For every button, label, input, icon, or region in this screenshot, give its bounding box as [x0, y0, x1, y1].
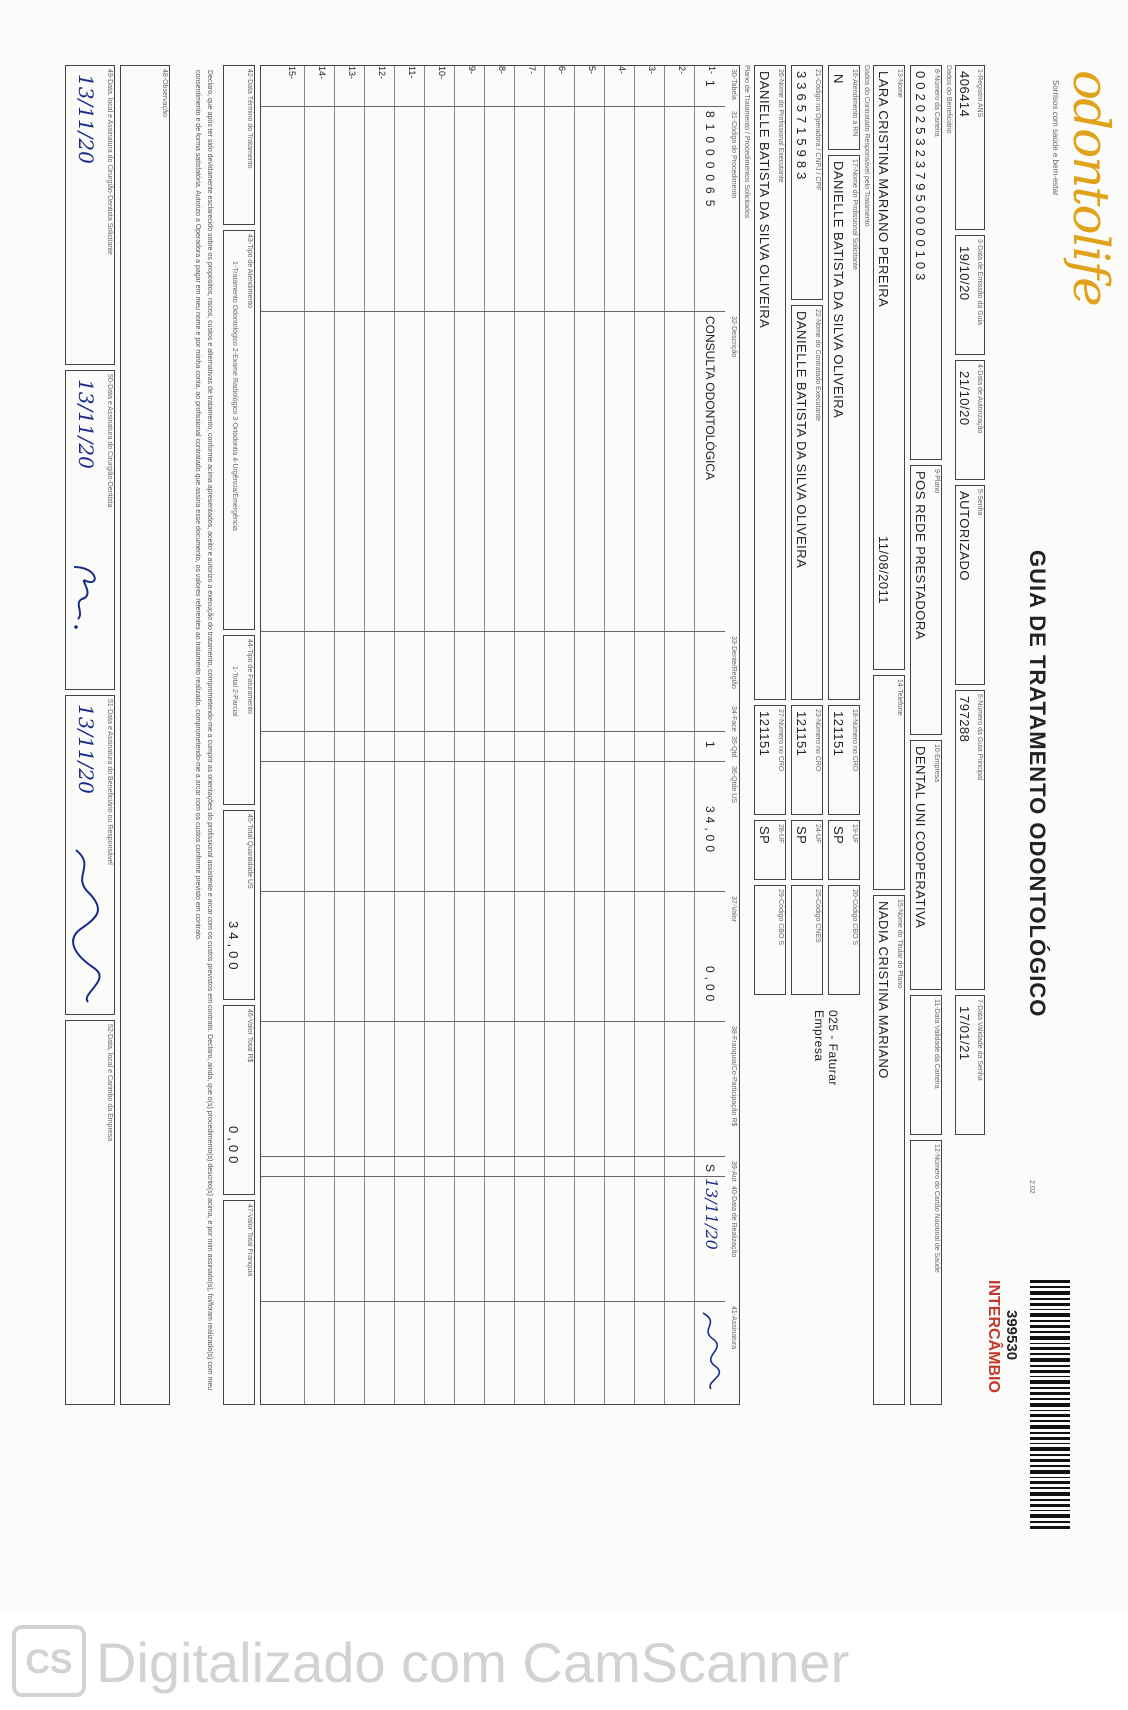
executor-contracted-name: DANIELLE BATISTA DA SILVA OLIVEIRA — [794, 311, 809, 569]
ans-box: 1-Registro ANS 406414 — [955, 65, 985, 230]
total-value-box: 46-Valor Total R$ 0,00 — [223, 1005, 255, 1195]
executor-box: 26-Nome do Profissional Executante DANIELLE BATISTA DA SILVA OLIVEIRA — [754, 65, 786, 700]
ans-value: 406414 — [957, 71, 972, 118]
signature-company-box: 52-Data, local e Carimbo da Empresa — [65, 1020, 115, 1405]
uf2-value: SP — [794, 826, 809, 845]
beneficiary-signature-icon — [68, 846, 106, 1006]
signature-beneficiary-box: 51-Data e Assinatura do Beneficiário ou Responsável 13/11/20 — [65, 695, 115, 1015]
cro2-value: 121151 — [794, 711, 809, 757]
billing-box: 44-Tipo de Faturamento 1-Total 2-Parcial — [223, 635, 255, 805]
table-row: 12- — [364, 66, 395, 1404]
notes-box: 48-Observação — [120, 65, 170, 1405]
total-value: 0,00 — [226, 1126, 241, 1168]
intercambio-stamp: INTERCÂMBIO — [985, 1280, 1002, 1393]
attendance-box: 43-Tipo de Atendimento 1-Tratamento Odontológico 2-Exame Radiológico 3-Ortodontia 4-Urgência/Emergência — [223, 230, 255, 630]
cnes-box: 25-Código CNES — [791, 885, 823, 995]
beneficiary-sign-date: 13/11/20 — [74, 704, 98, 794]
requester-name: DANIELLE BATISTA DA SILVA OLIVEIRA — [831, 161, 846, 419]
uf1-box: 19-UF SP — [828, 820, 860, 880]
procedures-table: 30-Tabela 31-Código do Procedimento 32-Descrição 33-Dente/Região 34-Face 35-Qtd 36-Qtde US 37-Valor 38-Franquia/Co-Participação R$ 39-Aut 40-Data de Realização 41-Assinatura 1- 1 81000065 CONSULTA ODONTOLÓGICA 1 34,00 0,00 S 13/11/20 2- 3- 4- 5- 6- 7- 8- 9- 10- 11- 12- 13- 14- 15- — [260, 65, 740, 1405]
rotated-form — [20, 30, 1120, 1590]
plan-box: 9-Plano POS REDE PRESTADORA — [910, 465, 942, 735]
signature-dentist-box: 50-Data e Assinatura do Cirurgião-Dentista 13/11/20 — [65, 370, 115, 690]
beneficiary-name: LARA CRISTINA MARIANO PEREIRA — [876, 71, 891, 308]
total-us: 34,00 — [226, 921, 241, 974]
row1-signature-icon — [697, 1311, 723, 1391]
uf1-value: SP — [831, 826, 846, 845]
table-row: 11- — [394, 66, 425, 1404]
rn-value: N — [831, 74, 846, 84]
password-value: AUTORIZADO — [957, 491, 972, 581]
dentist-sign-date: 13/11/20 — [74, 379, 98, 469]
holder-box: 15-Nome do Titular do Plano NADIA CRISTINA MARIANO — [873, 895, 905, 1405]
procedures-section: Plano de Tratamento / Procedimentos Solicitados — [743, 65, 750, 219]
table-row: 14- — [304, 66, 335, 1404]
requester-sign-date: 13/11/20 — [74, 74, 98, 164]
barcode-icon — [1030, 1280, 1070, 1530]
row1-qty: 1 — [703, 741, 717, 748]
password-validity-box: 7-Data Validade da Senha 17/01/21 — [955, 995, 985, 1135]
birth-date: 11/08/2011 — [876, 536, 891, 605]
table-row: 5- — [574, 66, 605, 1404]
beneficiary-section: Dados do Beneficiário — [945, 65, 952, 134]
table-row: 2- — [664, 66, 695, 1404]
declaration-text: Declaro, que após ter sido devidamente esclarecido sobre os propósitos, riscos, custos e alternativas de tratamento, conforme acima apresentados, aceito e autorizo a execução do tratamento, comprometendo-me a cumprir as orientações do profissional assistente e arcar com os custos previstos em contrato. Declaro, ainda, que o(s) procedimento(s) descrito(s) acima, e por mim assinado(s), foi/foram realizado(s) com meu consentimento e de forma satisfatória. Autorizo a Operadora a pagar em meu nome e por minha conta, ao profissional contratado que assina esse documento, os valores referentes ao tratamento realizado, comprometendo-me a arcar com os custos conforme previsto em contrato. — [194, 70, 213, 1391]
signature-requester-box: 49-Data, local e Assinatura do Cirurgião-Dentista Solicitante 13/11/20 — [65, 65, 115, 365]
executor-name: DANIELLE BATISTA DA SILVA OLIVEIRA — [757, 71, 772, 329]
main-guide: 797288 — [957, 696, 972, 743]
cro3-value: 121151 — [757, 711, 772, 757]
name-box: 13-Nome LARA CRISTINA MARIANO PEREIRA 11/08/2011 — [873, 65, 905, 670]
main-guide-box: 6-Número da Guia Principal 797288 — [955, 690, 985, 990]
phone-box: 14-Telefone — [873, 675, 905, 890]
cns-box: 12-Número do Cartão Nacional de Saúde — [910, 1140, 942, 1405]
company-value: DENTAL UNI COOPERATIVA — [913, 746, 928, 929]
card-box: 8-Número da Carteira 0020253237950000103 — [910, 65, 942, 460]
row1-table: 1 — [703, 80, 717, 87]
row1-value: 0,00 — [703, 966, 717, 1006]
requester-box: 17-Nome do Profissional Solicitante DANIELLE BATISTA DA SILVA OLIVEIRA — [828, 155, 860, 700]
camscanner-watermark: Digitalizado com CamScanner — [96, 1631, 850, 1694]
executor-contracted-box: 22-Nome do Contratado Executante DANIELLE BATISTA DA SILVA OLIVEIRA — [791, 305, 823, 700]
row1-auth: S — [703, 1164, 717, 1173]
uf3-value: SP — [757, 826, 772, 845]
cro1-value: 121151 — [831, 711, 846, 757]
auth-date: 21/10/20 — [957, 371, 972, 426]
cro2-box: 23-Número no CRO 121151 — [791, 705, 823, 815]
cbos3-box: 29-Código CBO S — [754, 885, 786, 995]
camscanner-logo: CS — [12, 1625, 86, 1697]
row1-code: 81000065 — [703, 111, 717, 213]
form-version: 2.02 — [1028, 1180, 1035, 1194]
page-title: GUIA DE TRATAMENTO ODONTOLÓGICO — [1025, 550, 1050, 1018]
uf3-box: 28-UF SP — [754, 820, 786, 880]
table-row: 4- — [604, 66, 635, 1404]
operator-code-box: 21-Código na Operadora / CNPJ / CPF 3365715983 — [791, 65, 823, 300]
total-us-box: 45-Total Quantidade US 34,00 — [223, 810, 255, 1000]
table-row: 7- — [514, 66, 545, 1404]
row1-description: CONSULTA ODONTOLÓGICA — [703, 316, 717, 481]
table-row: 1- 1 81000065 CONSULTA ODONTOLÓGICA 1 34,00 0,00 S 13/11/20 — [694, 66, 725, 1404]
dentist-signature-icon — [68, 561, 104, 651]
row1-date: 13/11/20 — [702, 1178, 721, 1250]
uf2-box: 24-UF SP — [791, 820, 823, 880]
issue-date: 19/10/20 — [957, 246, 972, 301]
guide-number: 399530 — [1003, 1310, 1020, 1361]
issue-date-box: 3-Data de Emissão da Guia 19/10/20 — [955, 235, 985, 355]
end-date-box: 42-Data Término do Tratamento — [223, 65, 255, 225]
operator-code: 3365715983 — [794, 71, 809, 184]
table-row: 8- — [484, 66, 515, 1404]
auth-date-box: 4-Data de Autorização 21/10/20 — [955, 360, 985, 480]
logo-tagline: Sorrisos com saúde e bem-estar — [1051, 80, 1060, 196]
cro1-box: 18-Número no CRO 121151 — [828, 705, 860, 815]
table-row: 15- — [287, 66, 297, 80]
plan-value: POS REDE PRESTADORA — [913, 471, 928, 640]
card-validity-box: 11-Data Validade da Carteira — [910, 995, 942, 1135]
table-row: 10- — [424, 66, 455, 1404]
billing-note: 025 - Faturar Empresa — [812, 1010, 840, 1086]
odontolife-logo: odontolife — [1062, 70, 1120, 305]
company-box: 10-Empresa DENTAL UNI COOPERATIVA — [910, 740, 942, 990]
contracted-section: Dados do Contratado Responsável pelo Tratamento — [863, 65, 870, 227]
cbos1-box: 20-Código CBO S — [828, 885, 860, 995]
rn-box: 16-Atendimento a RN N — [828, 65, 860, 150]
table-row: 9- — [454, 66, 485, 1404]
table-row: 13- — [334, 66, 365, 1404]
card-number: 0020253237950000103 — [913, 71, 928, 285]
row1-us: 34,00 — [703, 806, 717, 857]
table-row: 3- — [634, 66, 665, 1404]
password-box: 5-Senha AUTORIZADO — [955, 485, 985, 685]
holder-name: NADIA CRISTINA MARIANO — [876, 901, 891, 1079]
password-validity: 17/01/21 — [957, 1006, 972, 1061]
total-franchise-box: 47-Valor Total Franquia — [223, 1200, 255, 1405]
cro3-box: 27-Número no CRO 121151 — [754, 705, 786, 815]
table-row: 6- — [544, 66, 575, 1404]
